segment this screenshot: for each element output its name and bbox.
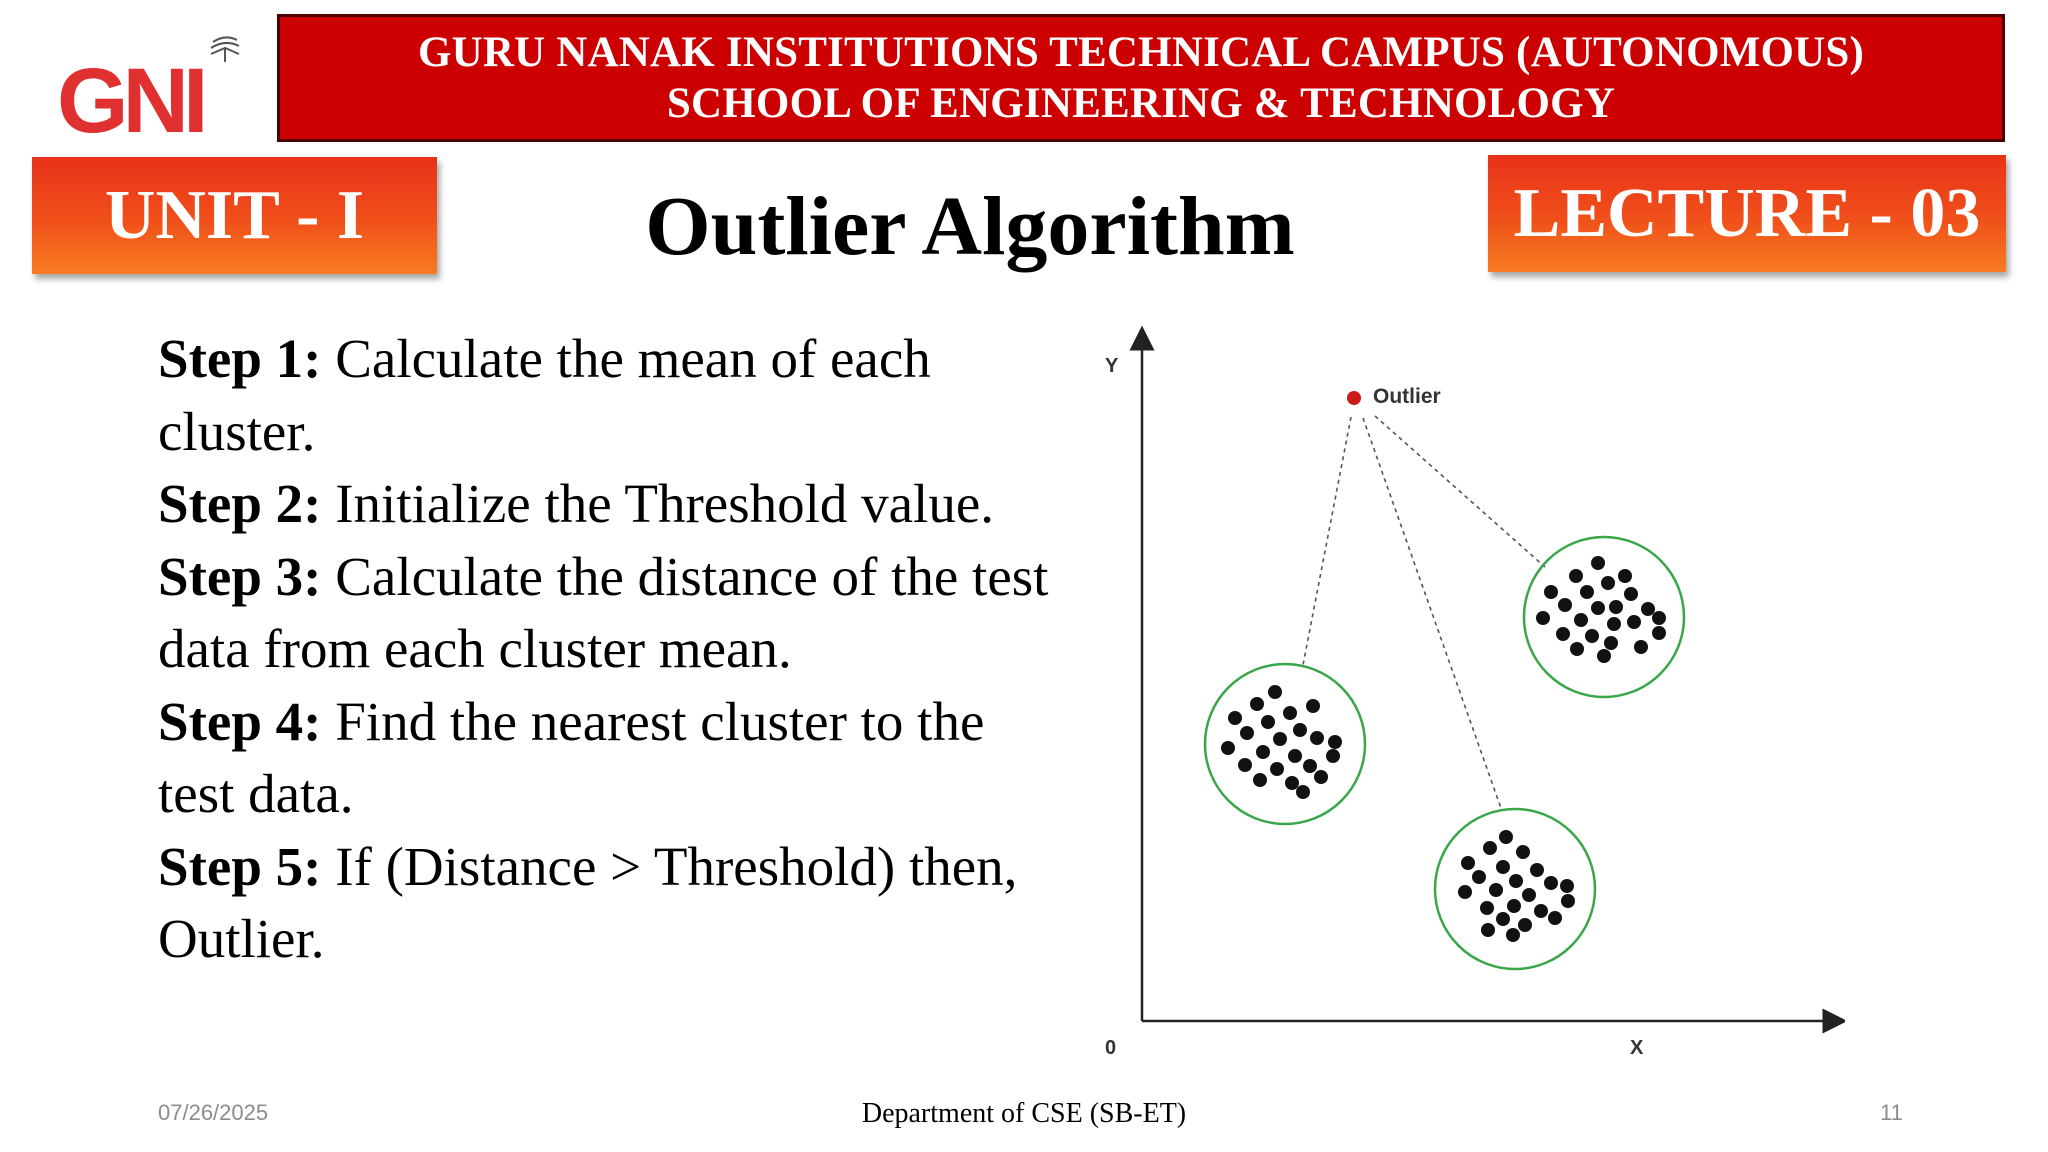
cluster-right: [1524, 537, 1684, 697]
step-3: [158, 541, 1058, 686]
slide-title: Outlier Algorithm: [645, 180, 1295, 273]
step-text: Find the nearest cluster to the test data.: [158, 690, 985, 824]
cluster-bottom: [1435, 809, 1595, 969]
step-4: [158, 686, 1058, 831]
footer-date: 07/26/2025: [158, 1100, 269, 1125]
step-label: Step 2:: [158, 473, 322, 534]
step-label: Step 1:: [158, 328, 322, 389]
distance-line-left: [1303, 417, 1351, 665]
step-label: Step 3:: [158, 545, 322, 607]
x-axis-label: X: [1630, 1037, 1644, 1059]
step-text: Calculate the mean of each cluster.: [158, 328, 931, 462]
institution-header: [277, 14, 2005, 142]
outlier-label: Outlier: [1373, 385, 1441, 408]
cluster-points: [1221, 685, 1342, 799]
distance-line-right: [1375, 416, 1545, 567]
outlier-diagram: [1085, 320, 1845, 1065]
outlier-point: [1347, 391, 1361, 405]
y-axis-label: Y: [1105, 355, 1119, 377]
distance-line-bottom: [1363, 418, 1502, 811]
origin-label: 0: [1105, 1037, 1117, 1059]
footer-department: Department of CSE (SB-ET): [861, 1098, 1187, 1129]
step-2: [158, 468, 1058, 541]
cluster-points: [1458, 830, 1575, 942]
school-name: SCHOOL OF ENGINEERING & TECHNOLOGY: [666, 80, 1616, 127]
step-1: [158, 323, 1058, 468]
page-number: 11: [1880, 1100, 1903, 1125]
step-label: Step 5:: [158, 835, 322, 897]
gni-logo: [55, 28, 255, 138]
step-5: [158, 831, 1058, 976]
unit-badge: UNIT - I: [32, 157, 437, 274]
book-icon: [211, 37, 239, 62]
step-text: Calculate the distance of the test data from each cluster mean.: [158, 545, 1049, 679]
lecture-badge: LECTURE - 03: [1488, 155, 2006, 272]
step-text: If (Distance > Threshold) then, Outlier.: [158, 835, 1018, 969]
step-text: Initialize the Threshold value.: [321, 473, 994, 534]
institution-name: GURU NANAK INSTITUTIONS TECHNICAL CAMPUS (AUTONOMOUS): [417, 29, 1865, 76]
logo-text: GNI: [57, 50, 203, 138]
cluster-left: [1205, 664, 1365, 824]
cluster-points: [1536, 556, 1666, 663]
step-label: Step 4:: [158, 690, 322, 752]
algorithm-steps: [158, 323, 1058, 976]
